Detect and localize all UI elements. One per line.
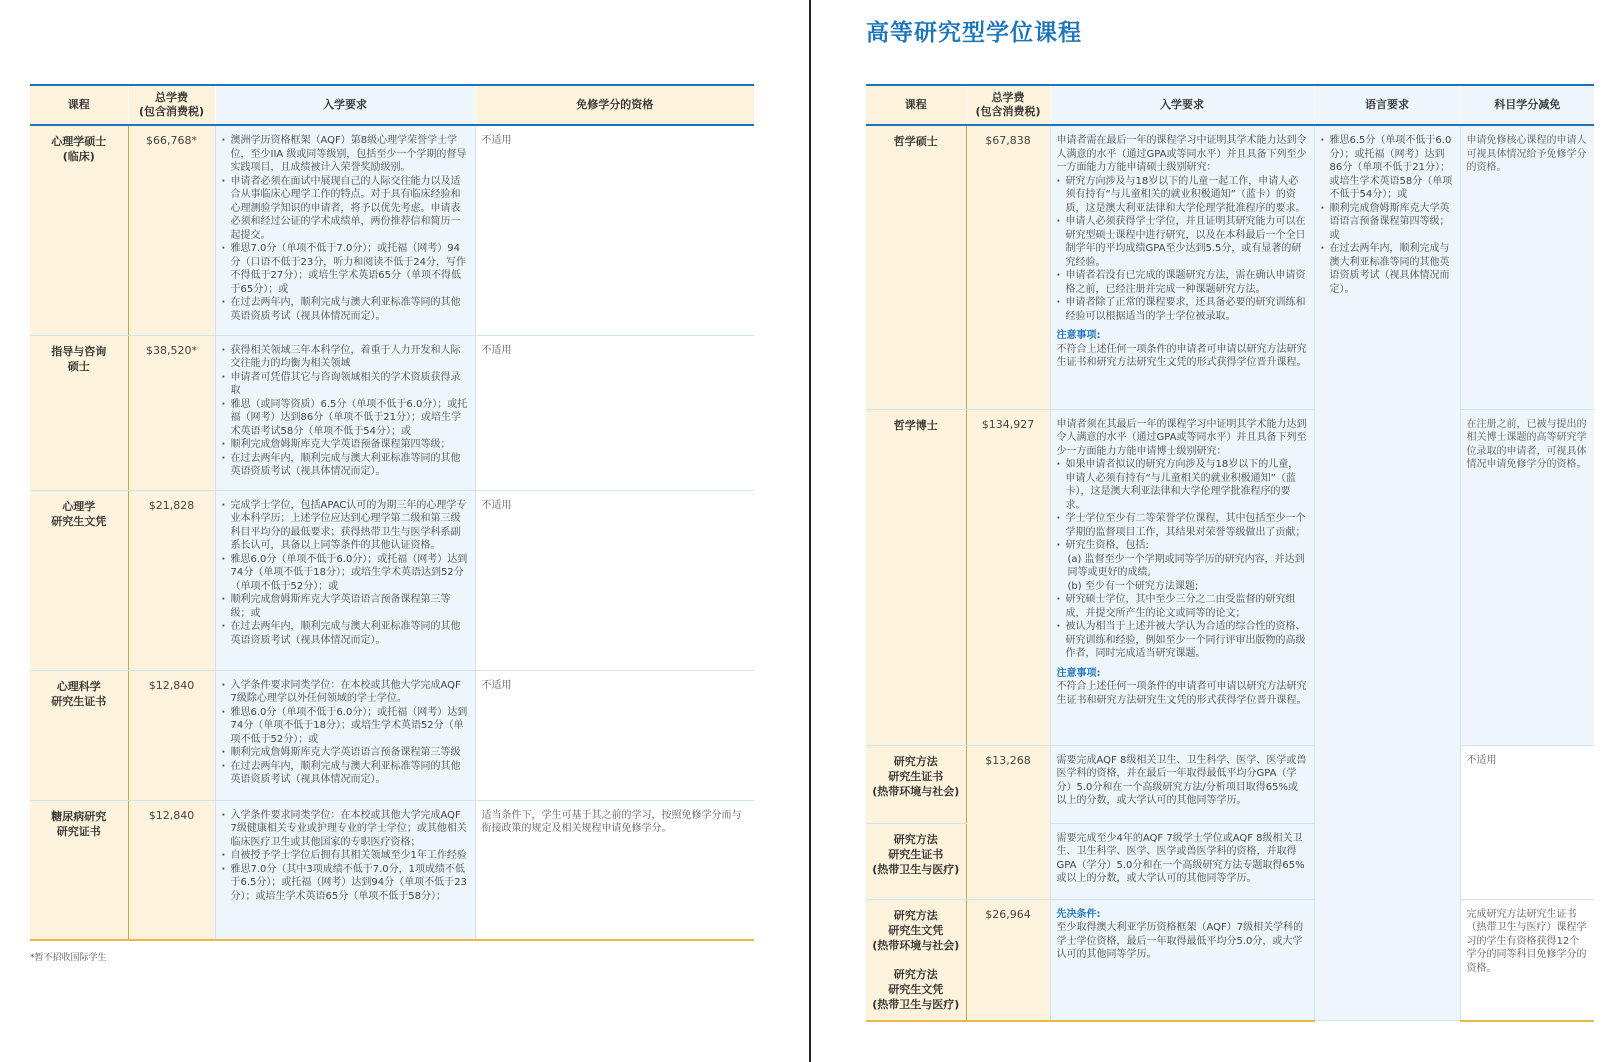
course-fee: $67,838 (966, 125, 1050, 409)
requirement-item: · 研究硕士学位，其中至少三分之二由受监督的研究组成，并提交所产生的论文或同等的论文； (1057, 593, 1308, 620)
course-name: 哲学硕士 (866, 125, 966, 409)
requirement-intro: 申请者须在其最后一年的课程学习中证明其学术能力达到令人满意的水平（通过GPA或等同水平）并且具备下列至少一方面能力方能申请博士级别研究： (1056, 418, 1307, 457)
requirement-item: · 入学条件要求同类学位：在本校或其他大学完成AQF 7级除心理学以外任何领域的学士学位。 (222, 679, 469, 706)
course-requirements (1050, 125, 1314, 409)
requirement-item: · 被认为相当于上述并被大学认为合适的综合性的资格、研究训练和经验，例如至少一个同行评审出版物的高级作者，同时完成适当研究课题。 (1057, 620, 1308, 661)
requirement-item: · 雅思（或同等资质）6.5分（单项不低于6.0分）；或托福（网考）达到86分（单项不低于21分）；或培生学术英语考试58分（单项不低于54分）；或 (222, 398, 469, 439)
research-degree-table (866, 84, 1594, 1022)
course-requirements (215, 335, 475, 490)
course-name: 哲学博士 (866, 409, 966, 745)
requirement-item: · 雅思7.0分（单项不低于7.0分）；或托福（网考）94分（口语不低于23分，听力和阅读不低于24分，写作不得低于27分）；或培生学术英语65分（单项不得低于65分）；或 (222, 242, 469, 296)
requirement-item: · 在过去两年内，顺利完成与澳大利亚标准等同的其他英语资质考试（视具体情况而定）。 (222, 452, 469, 479)
requirement-item: · 在过去两年内，顺利完成与澳大利亚标准等同的其他英语资质考试（视具体情况而定）。 (222, 296, 469, 323)
course-exemption: 申请免修核心课程的申请人可视具体情况给予免修学分的资格。 (1460, 125, 1594, 409)
requirement-item: · 学士学位至少有二等荣誉学位课程，其中包括至少一个学期的监督项目工作，其结果对荣誉等级做出了贡献； (1057, 512, 1308, 539)
language-requirements (1314, 125, 1460, 1021)
requirement-item: · 自被授予学士学位后拥有其相关领域至少1年工作经验 (222, 849, 469, 863)
col-header-exemption: 免修学分的资格 (475, 85, 754, 125)
course-name: 研究方法 研究生文凭 (热带环境与社会) 研究方法 研究生文凭 (热带卫生与医疗) (866, 899, 966, 1021)
course-name: 研究方法 研究生证书 (热带环境与社会) (866, 745, 966, 823)
course-requirements (1050, 409, 1314, 745)
requirement-item: · 入学条件要求同类学位：在本校或其他大学完成AQF 7级健康相关专业或护理专业的学士学位；或其他相关临床医疗卫生或其他国家的专职医疗资格； (222, 809, 469, 850)
table-row (30, 125, 754, 335)
course-requirements (215, 670, 475, 800)
course-requirements: 需要完成至少4年的AQF 7级学士学位或AQF 8级相关卫生、卫生科学、医学、医学或兽医学科的资格，并取得GPA（学分）5.0分和在一个高级研究方法专题取得65%或以上的分数，或大学认可的其他同等学历。 (1050, 823, 1314, 899)
table-row (866, 125, 1594, 409)
table-row (866, 745, 1594, 823)
table-row (30, 670, 754, 800)
requirement-item: · 澳洲学历资格框架（AQF）第8级心理学荣誉学士学位，至少IIA 级或同等级别，包括至少一个学期的督导实践项目，且成绩被计入荣誉奖励级别。 (222, 134, 469, 175)
requirement-item: · 在过去两年内，顺利完成与澳大利亚标准等同的其他英语资质考试（视具体情况而定）。 (222, 760, 469, 787)
course-name: 心理学 研究生文凭 (30, 490, 128, 670)
requirement-item: · 在过去两年内，顺利完成与澳大利亚标准等同的其他英语资质考试（视具体情况而定）。 (222, 620, 469, 647)
course-name: 研究方法 研究生证书 (热带卫生与医疗) (866, 823, 966, 899)
table-row (30, 800, 754, 940)
sub-item: (b) 至少有一个研究方法课题; (1067, 580, 1199, 592)
course-exemption: 完成研究方法研究生证书（热带卫生与医疗）课程学习的学生有资格获得12个学分的同等科目免修学分的资格。 (1460, 899, 1594, 1021)
requirement-item: · 顺利完成詹姆斯库克大学英语预备课程第四等级； (222, 438, 469, 452)
course-name: 指导与咨询 硕士 (30, 335, 128, 490)
requirement-item: · 研究方向涉及与18岁以下的儿童一起工作，申请人必须有持有“与儿童相关的就业积极通知”（蓝卡）的资质，这是澳大利亚法律和大学伦理学批准程序的要求。 (1057, 175, 1308, 216)
course-fee: $12,840 (128, 800, 215, 940)
requirement-item: · 研究生资格，包括: (a) 监督至少一个学期或同等学历的研究内容，并达到同等或更好的成绩, (b) 至少有一个研究方法课题; (1057, 539, 1308, 593)
requirement-intro: 申请者需在最后一年的课程学习中证明其学术能力达到令人满意的水平（通过GPA或等同水平）并且具备下列至少一方面能力方能申请硕士级别研究： (1056, 135, 1307, 173)
page-divider (809, 0, 811, 1062)
requirement-item: · 申请人必须获得学士学位，并且证明其研究能力可以在研究型硕士课程中进行研究，以及在本科最后一个全日制学年的平均成绩GPA至少达到5.5分，或有显著的研究经验。 (1057, 215, 1308, 269)
left-page (0, 0, 800, 1062)
requirement-item: · 获得相关领域三年本科学位，着重于人力开发和人际交往能力的均衡为相关领域 (222, 344, 469, 371)
prereq-title: 先决条件: (1056, 908, 1101, 920)
language-item: · 顺利完成詹姆斯库克大学英语语言预备课程第四等级；或 (1321, 202, 1454, 243)
course-exemption: 不适用 (475, 125, 754, 335)
course-exemption: 在注册之前，已被与提出的相关博士课题的高等研究学位录取的申请者，可视具体情况申请免修学分的资格。 (1460, 409, 1594, 745)
course-requirements (215, 125, 475, 335)
course-requirements (215, 800, 475, 940)
course-name: 糖尿病研究 研究证书 (30, 800, 128, 940)
requirement-item: · 雅思6.0分（单项不低于6.0分）；或托福（网考）达到74分（单项不低于18分）；或培生学术英语达到52分（单项不低于52分）；或 (222, 553, 469, 594)
col-header-requirements: 入学要求 (215, 85, 475, 125)
course-fee: $26,964 (966, 899, 1050, 1021)
table-row (30, 490, 754, 670)
course-exemption: 适当条件下，学生可基于其之前的学习，按照免修学分而与衔接政策的规定及相关规程申请免修学分。 (475, 800, 754, 940)
note-title: 注意事项: (1056, 330, 1101, 341)
course-name: 心理学硕士 (临床) (30, 125, 128, 335)
col-header-language: 语言要求 (1314, 85, 1460, 125)
col-header-course: 课程 (30, 85, 128, 125)
course-exemption: 不适用 (1460, 745, 1594, 899)
col-header-fee: 总学费 (包含消费税) (128, 85, 215, 125)
course-requirements: 需要完成AQF 8级相关卫生、卫生科学、医学、医学或兽医学科的资格，并在最后一年取得最低平均分GPA（学分）5.0分和在一个高级研究方法/分析项目取得65%或以上的分数，或大学认可的其他同等学历。 (1050, 745, 1314, 823)
requirement-item: · 申请者若没有已完成的课题研究方法，需在确认申请资格之前，已经注册并完成一种课题研究方法。 (1057, 269, 1308, 296)
course-exemption: 不适用 (475, 670, 754, 800)
sub-item: (a) 监督至少一个学期或同等学历的研究内容，并达到同等或更好的成绩, (1067, 553, 1305, 578)
course-fee: $134,927 (966, 409, 1050, 745)
left-table-header (30, 85, 754, 125)
course-fee: $12,840 (128, 670, 215, 800)
course-fee: $38,520* (128, 335, 215, 490)
course-fee: $66,768* (128, 125, 215, 335)
right-page (820, 0, 1614, 1062)
requirement-item: · 雅思6.0分（单项不低于6.0分）；或托福（网考）达到74分（单项不低于18分）；或培生学术英语52分（单项不低于52分）；或 (222, 706, 469, 747)
page-title: 高等研究型学位课程 (866, 20, 1082, 46)
col-header-fee: 总学费 (包含消费税) (966, 85, 1050, 125)
requirement-item: · 申请者除了正常的课程要求，还具备必要的研究训练和经验可以根据适当的学士学位被录取。 (1057, 296, 1308, 323)
course-exemption: 不适用 (475, 335, 754, 490)
left-course-table (30, 84, 754, 941)
requirement-item: · 雅思7.0分（其中3项成绩不低于7.0分，1项成绩不低于6.5分）；或托福（网考）达到94分（单项不低于23分）；或培生学术英语65分（单项不低于58分）； (222, 863, 469, 904)
note-title: 注意事项: (1056, 667, 1101, 679)
note-text: 不符合上述任何一项条件的申请者可申请以研究方法研究生证书和研究方法研究生文凭的形式获得学位晋升课程。 (1056, 681, 1307, 706)
table-row (866, 899, 1594, 1021)
prereq-text: 至少取得澳大利亚学历资格框架（AQF）7级相关学科的学士学位资格，最后一年取得最低平均分5.0分，或大学认可的其他同等学历。 (1056, 922, 1304, 960)
course-fee: $13,268 (966, 745, 1050, 899)
right-table-header (866, 85, 1594, 125)
requirement-item: · 顺利完成詹姆斯库克大学英语语言预备课程第三等级 (222, 746, 469, 760)
language-item: · 雅思6.5分（单项不低于6.0分）；或托福（网考）达到86分（单项不低于21分）；或培生学术英语58分（单项不低于54分）；或 (1321, 134, 1454, 202)
course-name: 心理科学 研究生证书 (30, 670, 128, 800)
requirement-item: · 申请者可凭借其它与咨询领域相关的学术资质获得录取 (222, 371, 469, 398)
language-item: · 在过去两年内，顺利完成与澳大利亚标准等同的其他英语资质考试（视具体情况而定）。 (1321, 242, 1454, 296)
note-text: 不符合上述任何一项条件的申请者可申请以研究方法研究生证书和研究方法研究生文凭的形式获得学位晋升课程。 (1056, 343, 1307, 368)
course-fee: $21,828 (128, 490, 215, 670)
footnote: *暂不招收国际学生 (30, 953, 107, 963)
requirement-item: · 顺利完成詹姆斯库克大学英语语言预备课程第三等级；或 (222, 593, 469, 620)
table-row (866, 409, 1594, 745)
requirement-item: · 完成学士学位，包括APAC认可的为期三年的心理学专业本科学历；上述学位应达到心理学第二级和第三级科目平均分的最低要求；获得热带卫生与医学科系副系长认可，具备以上同等条件的其他认证资格。 (222, 499, 469, 553)
col-header-credit-exemption: 科目学分减免 (1460, 85, 1594, 125)
col-header-course: 课程 (866, 85, 966, 125)
requirement-item: · 申请者必须在面试中展现自己的人际交往能力以及适合从事临床心理学工作的特点。对于具有临床经验和心理测验学知识的申请者，将予以优先考虑。申请表必须和经过公证的学术成绩单，两份推荐信和简历一起提交。 (222, 175, 469, 243)
col-header-requirements: 入学要求 (1050, 85, 1314, 125)
course-requirements (1050, 899, 1314, 1021)
course-requirements (215, 490, 475, 670)
table-row (30, 335, 754, 490)
course-exemption: 不适用 (475, 490, 754, 670)
requirement-item: · 如果申请者拟议的研究方向涉及与18岁以下的儿童，申请人必须有持有“与儿童相关的就业积极通知”（蓝卡），这是澳大利亚法律和大学伦理学批准程序的要求。 (1057, 458, 1308, 512)
